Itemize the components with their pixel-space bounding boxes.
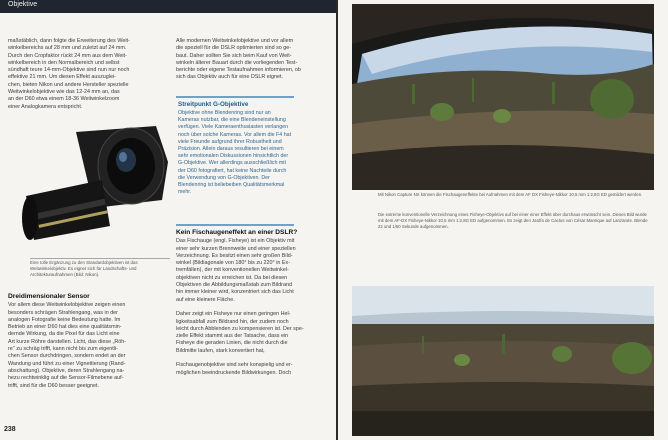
text-line: möglichen beeindruckende Bildwirkungen. Doch	[176, 369, 292, 376]
text-line: trifft, sind für die D60 besser geeignet.	[8, 382, 99, 389]
info-box-heading: Streitpunkt G-Objektive	[178, 101, 249, 108]
text-line: sich das Objektiv auch für eine DSLR eignet.	[176, 74, 283, 81]
heading-fischauge: Kein Fischaugeneffekt an einer DSLR?	[176, 229, 298, 236]
text-line: winkel (Bildiagonale von 180° bis zu 220° in Ex-	[176, 260, 290, 267]
section-header	[0, 0, 336, 13]
text-line: ligkeitsabfall zum Bildrand hin, der zudem noch	[176, 318, 289, 325]
lens-caption: Eine tolle Ergänzung zu den Standardobjektiven ist das Weitwinkelobjektiv. Es eignet sich für Landschafts- und Architekturaufnahmen (Bild: Nikon).	[30, 260, 138, 277]
text-line: Betrieb an einer D60 hat dies eine qualitätsmin-	[8, 324, 122, 331]
text-line: Fisheye die geraden Linien, die nicht durch die	[176, 340, 288, 347]
text-line: Wandung und führt zu einer Vignettierung (Rand-	[8, 360, 126, 367]
page-number: 238	[4, 426, 16, 433]
info-box	[176, 96, 294, 226]
fisheye-photo	[352, 286, 654, 436]
text-line: einer Analogkamera entspricht.	[8, 103, 83, 110]
photo2-caption: Die extreme konventionelle Verzeichnung eines Fisheye-Objektivs auf bei einer einer Effekt über durchaus erwünscht sein. Dieses Bild wurde mit dem AF-DX Fisheye-Nikkor 10,5 mm 1:2,8G ED aufgenommen. Es zeigt den Jardín de Cactus von César Manrique auf Lanzarote. Blende 22 und 1/60 Sekunde aufgenommen.	[378, 212, 648, 229]
text-line: berichte oder eigene Testaufnahmen informieren, ob	[176, 67, 301, 74]
text-line	[176, 355, 326, 362]
photo1-caption: Mit Nikon Capture NX können die Fischaugeneffekte bei Aufnahmen mit dem AF DX Fisheye-Nikkor 10,5 mm 1:2,8G ED gemildert werden.	[378, 192, 643, 197]
text-line	[176, 304, 326, 311]
text-line: Alle modernen Weitwinkelobjektive und vor allem	[176, 38, 294, 44]
text-line: hin immer kleiner wird, konzentriert sich das Licht	[176, 289, 294, 296]
text-line: Art kurze Röhre darstellen. Licht, das diese „Röh-	[8, 338, 127, 345]
left-column-top	[8, 38, 168, 111]
text-line: an der D60 etwa einem 18-36 Weitwinkelzoom	[8, 96, 120, 103]
text-line: Bildmitte laufen, stark konvertiert hat,	[176, 347, 265, 354]
text-line: zielle Effekt stammt aus der Tatsache, dass ein	[176, 333, 289, 340]
heading-dreidimensional: Dreidimensionaler Sensor	[8, 293, 90, 300]
text-line: re" zu schräg trifft, kann nicht bis zum eigentli-	[8, 346, 118, 353]
text-line: Das Fischauge (engl. Fisheye) ist ein Objektiv mit	[176, 238, 295, 245]
left-column-bottom	[8, 288, 168, 390]
text-line: baut. Daher sollten Sie sich beim Kauf von Weit-	[176, 52, 292, 59]
text-line: chen, bieten Nikon und andere Hersteller spezielle	[8, 81, 129, 88]
text-line: winkelbereich in den Normalbereich und selbst	[8, 59, 120, 66]
text-line: effektive 21 mm. Um diesen Effekt auszuglei-	[8, 74, 116, 81]
info-box-text: Objektive ohne Blendenring sind nur an Kameras nutzbar, die eine Blendeneinstellung verfügen. Viele Kameraenthusiasten verlangen noch über solche Kameras. Vor allem die F4 hat viele Freunde aufgrund ihrer Robustheit und Präzision. Allein daraus resultieren bei einem sehr emotionalen Diskussionen hinsichtlich der G-Objektive. Wer allerdings ausschließlich mit der D60 fotografiert, hat keine Nachteile durch die Verwendung von G-Objektiven. Der Blendenring ist beliebeiben Qualitätsmerkmal mehr.	[178, 110, 292, 196]
text-line: sündhaft teure 14-mm-Objektive sind nun nur noch	[8, 67, 130, 74]
text-line: Durch den Cropfaktor rückt 24 mm aus dem Weit-	[8, 52, 127, 59]
text-line: analogen Fotografie keine Bedeutung hatte. Im	[8, 316, 121, 323]
lens-photo	[6, 122, 174, 250]
text-line: winkeln älterer Bauart durch die vorliegenden Test-	[176, 59, 298, 66]
text-line: tremfällen), der mit konventionellen Weitwinkel-	[176, 267, 289, 274]
text-line: abschattung). Objektive, deren Strahlengang na-	[8, 367, 125, 374]
text-line: auf eine kleinere Fläche.	[176, 296, 235, 303]
fisheye-photo-corrected	[352, 4, 654, 190]
text-line: besonders schrägen Strahlengang, was in der	[8, 309, 118, 316]
text-line: Fischaugenobjektive sind sehr konspielig und er-	[176, 362, 293, 369]
text-line: maßstäblich, dann folgte die Erweiterung des Weit-	[8, 38, 130, 44]
text-line: leicht durch Abblenden zu kompensieren ist. Der spe-	[176, 325, 304, 332]
text-line: einer sehr kurzen Brennweite und einer speziellen	[176, 245, 296, 252]
section-title: Objektive	[8, 1, 38, 8]
text-line: chen Sensor durchdringen, sondern endet an der	[8, 353, 126, 360]
text-line: dernde Wirkung, da die Pixel für das Licht eine	[8, 331, 120, 338]
text-line: winkelbereichs auf 28 mm und zuletzt auf 24 mm.	[8, 45, 127, 52]
text-line: Daher zeigt ein Fisheye nur einen geringen Hel-	[176, 311, 291, 318]
text-line: Weitwinkelobjektive wie das 12-24 mm an, das	[8, 89, 120, 96]
text-line: Objektiven die Abbildungsmaßstab zum Bildrand	[176, 282, 292, 289]
text-line: die speziell für die DSLR optimierten sind so ge-	[176, 45, 292, 52]
text-line: Vor allem diese Weitwinkelobjektive zeigen einen	[8, 302, 126, 309]
caption-rule	[30, 258, 170, 259]
text-line: hezu rechtwinklig auf die Sensor-Filmebene auf-	[8, 375, 124, 382]
right-page	[338, 0, 668, 440]
text-line: objektiven nicht zu erreichen ist. Da bei diesen	[176, 274, 288, 281]
middle-column-top	[176, 38, 326, 82]
middle-column-bottom	[176, 224, 326, 377]
text-line: Verzeichnung. Es besitzt einen sehr großen Bild-	[176, 252, 293, 259]
